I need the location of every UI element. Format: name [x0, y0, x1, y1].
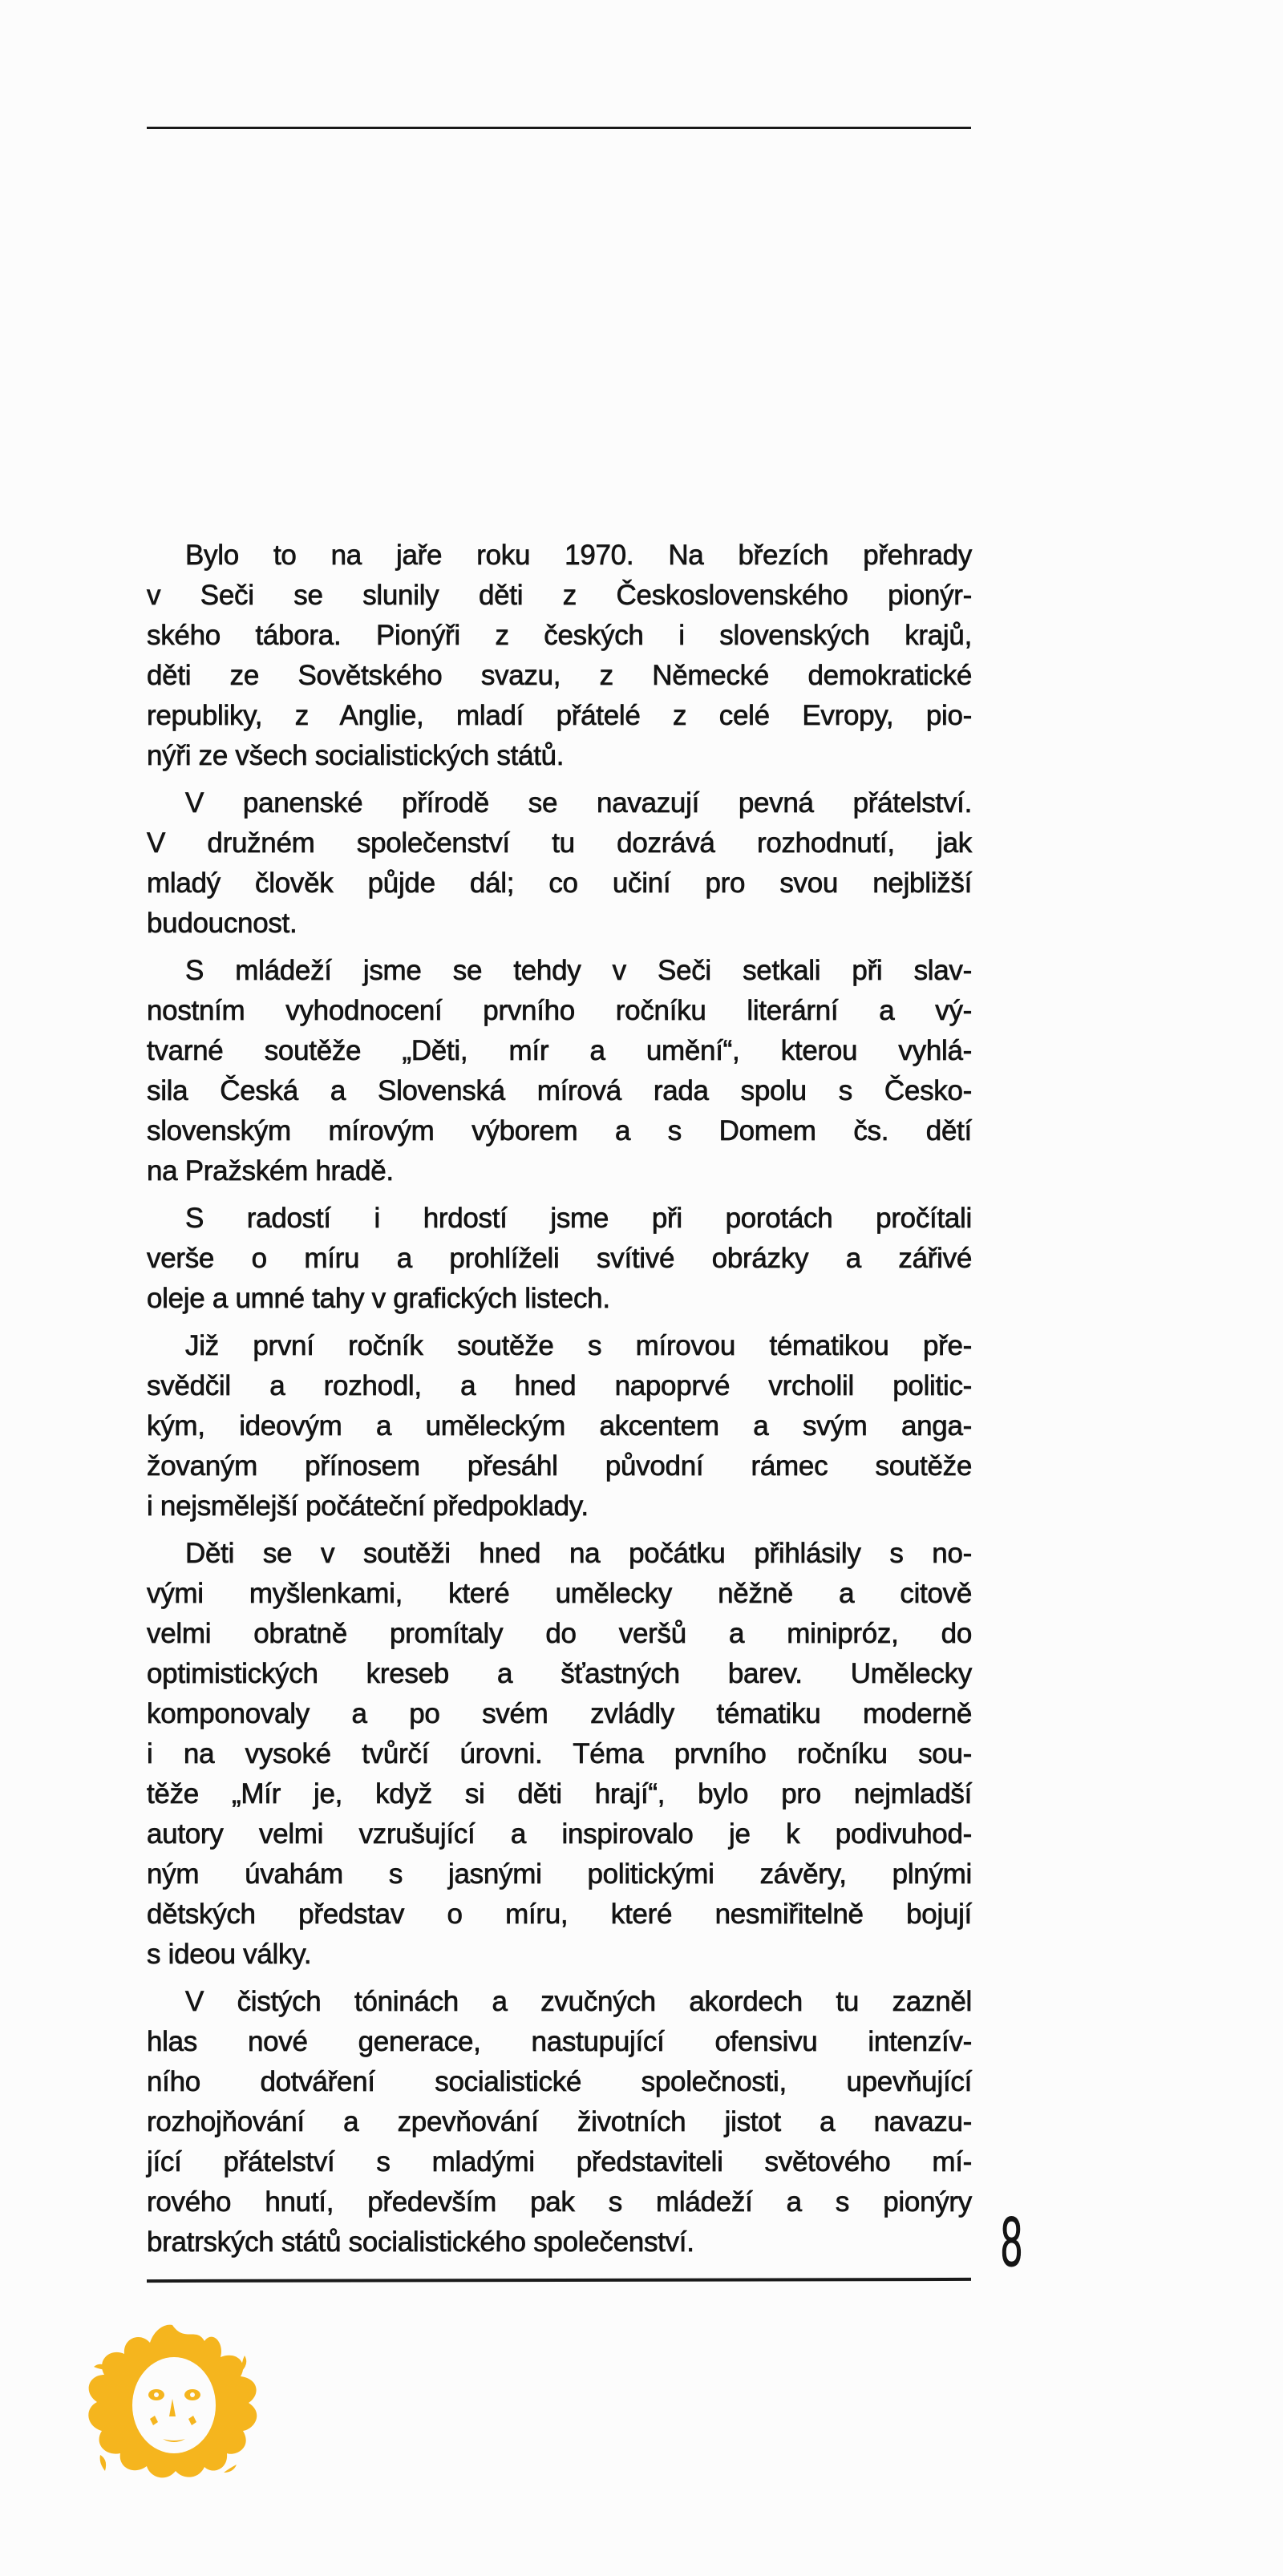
paragraph — [147, 1982, 972, 2263]
text-line: svědčil a rozhodl, a hned napoprvé vrcholil politic- — [147, 1370, 972, 1401]
text-line: nostním vyhodnocení prvního ročníku literární a vý- — [147, 995, 972, 1026]
text-line: slovenským mírovým výborem a s Domem čs. dětí — [147, 1115, 972, 1146]
text-line: verše o míru a prohlíželi svítivé obrázky a zářivé — [147, 1243, 972, 1274]
text-line: V družném společenství tu dozrává rozhodnutí, jak — [147, 827, 972, 859]
text-line: i na vysoké tvůrčí úrovni. Téma prvního ročníku sou- — [147, 1738, 972, 1769]
text-line: ným úvahám s jasnými politickými závěry, plnými — [147, 1858, 972, 1890]
text-line: Děti se v soutěži hned na počátku přihlásily s no- — [185, 1538, 972, 1569]
top-divider — [147, 127, 971, 129]
text-line: S radostí i hrdostí jsme při porotách pročítali — [185, 1203, 972, 1234]
paragraph — [147, 536, 972, 776]
text-line: V panenské přírodě se navazují pevná přátelství. — [185, 787, 972, 819]
text-line: Již první ročník soutěže s mírovou tématikou pře- — [185, 1330, 972, 1361]
text-line: těže „Mír je, když si děti hrají“, bylo pro nejmladší — [147, 1778, 972, 1810]
text-line: hlas nové generace, nastupující ofensivu intenzív- — [147, 2026, 972, 2057]
text-line: rového hnutí, především pak s mládeží a s pionýry — [147, 2186, 972, 2218]
text-line: Bylo to na jaře roku 1970. Na březích přehrady — [185, 540, 972, 571]
text-line: bratrských států socialistického společenství. — [147, 2226, 694, 2258]
page-number: 8 — [1001, 2202, 1022, 2281]
text-line: děti ze Sovětského svazu, z Německé demokratické — [147, 660, 972, 691]
text-line: vými myšlenkami, které umělecky něžně a citově — [147, 1578, 972, 1609]
text-line: nýři ze všech socialistických států. — [147, 740, 565, 771]
paragraph — [147, 783, 972, 944]
paragraph — [147, 1199, 972, 1319]
text-line: jící přátelství s mladými představiteli světového mí- — [147, 2146, 972, 2178]
text-line: velmi obratně promítaly do veršů a minipróz, do — [147, 1618, 972, 1649]
text-line: budoucnost. — [147, 908, 297, 939]
text-line: autory velmi vzrušující a inspirovalo je k podivuhod- — [147, 1818, 972, 1850]
text-line: S mládeží jsme se tehdy v Seči setkali při slav- — [185, 955, 972, 986]
sun-face-emblem-icon — [76, 2319, 269, 2483]
text-line: s ideou války. — [147, 1939, 312, 1970]
text-line: kým, ideovým a uměleckým akcentem a svým anga- — [147, 1410, 972, 1442]
text-line: tvarné soutěže „Děti, mír a umění“, kterou vyhlá- — [147, 1035, 972, 1066]
text-line: žovaným přínosem přesáhl původní rámec soutěže — [147, 1450, 972, 1482]
bottom-divider — [147, 2278, 971, 2283]
article-body — [147, 536, 972, 2270]
text-line: republiky, z Anglie, mladí přátelé z celé Evropy, pio- — [147, 700, 972, 731]
text-line: V čistých tóninách a zvučných akordech tu zazněl — [185, 1986, 972, 2017]
text-line: na Pražském hradě. — [147, 1155, 394, 1187]
text-line: mladý člověk půjde dál; co učiní pro svou nejbližší — [147, 867, 972, 899]
text-line: ního dotváření socialistické společnosti, upevňující — [147, 2066, 972, 2097]
text-line: komponovaly a po svém zvládly tématiku moderně — [147, 1698, 972, 1729]
text-line: dětských představ o míru, které nesmiřitelně bojují — [147, 1899, 972, 1930]
text-line: oleje a umné tahy v grafických listech. — [147, 1283, 610, 1314]
paragraph — [147, 951, 972, 1191]
text-line: i nejsmělejší počáteční předpoklady. — [147, 1490, 589, 1522]
text-line: v Seči se slunily děti z Československého pionýr- — [147, 580, 972, 611]
paragraph — [147, 1534, 972, 1975]
text-line: sila Česká a Slovenská mírová rada spolu s Česko- — [147, 1075, 972, 1106]
text-line: ského tábora. Pionýři z českých i slovenských krajů, — [147, 620, 972, 651]
paragraph — [147, 1326, 972, 1527]
text-line: optimistických kreseb a šťastných barev. Umělecky — [147, 1658, 972, 1689]
text-line: rozhojňování a zpevňování životních jistot a navazu- — [147, 2106, 972, 2137]
